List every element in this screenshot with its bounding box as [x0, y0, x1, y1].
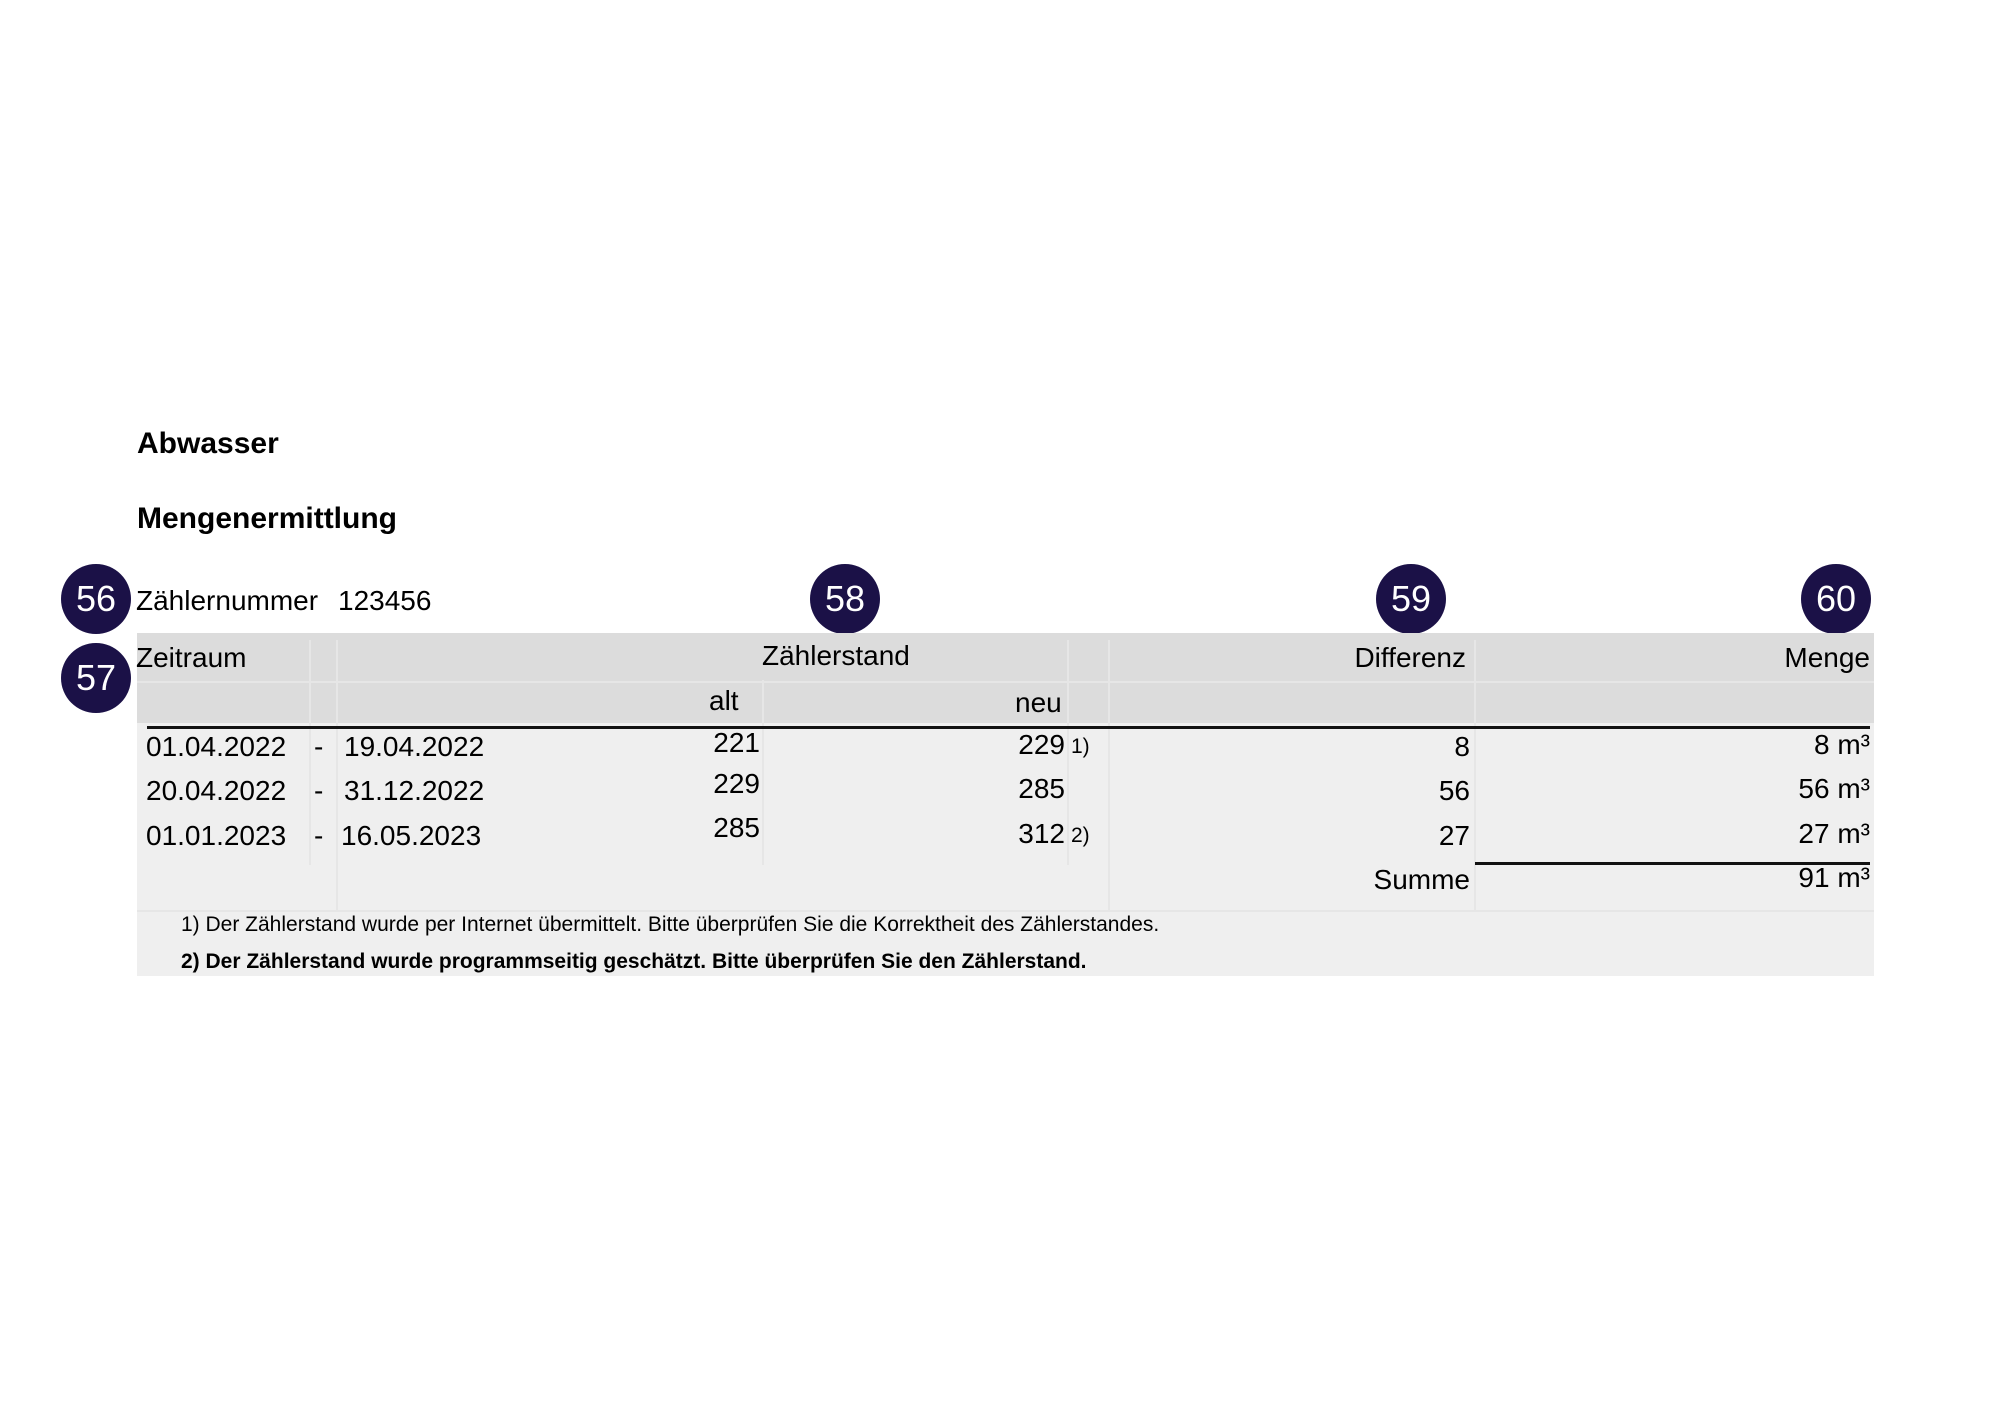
footnote-2: 2) Der Zählerstand wurde programmseitig geschätzt. Bitte überprüfen Sie den Zählerstand. [181, 950, 1087, 973]
row-date-from: 01.01.2023 [146, 820, 287, 851]
meter-number-value: 123456 [338, 585, 432, 616]
row-difference: 56 [1438, 775, 1470, 806]
callout-badge-60: 60 [1801, 564, 1871, 634]
section-title: Abwasser [137, 427, 279, 460]
row-quantity: 27 m³ [1798, 818, 1870, 849]
row-reading-new: 312 [1018, 818, 1065, 849]
row-reading-old: 285 [713, 812, 760, 843]
column-divider [309, 640, 311, 865]
row-date-to: 31.12.2022 [344, 775, 485, 806]
header-alt: alt [709, 685, 739, 716]
callout-badge-59: 59 [1376, 564, 1446, 634]
sum-value: 91 m³ [1798, 862, 1870, 893]
row-difference: 8 [1454, 731, 1470, 762]
row-reading-old: 221 [713, 727, 760, 758]
row-difference: 27 [1438, 820, 1470, 851]
header-menge: Menge [1784, 642, 1870, 673]
header-zaehlerstand: Zählerstand [762, 640, 910, 671]
row-date-to: 19.04.2022 [344, 731, 485, 762]
column-divider [762, 680, 764, 865]
row-footnote-marker: 1) [1071, 735, 1090, 758]
callout-badge-58: 58 [810, 564, 880, 634]
row-date-from: 01.04.2022 [146, 731, 287, 762]
row-footnote-marker: 2) [1071, 824, 1090, 847]
sum-label: Summe [1373, 864, 1470, 895]
column-divider [1067, 640, 1069, 865]
row-date-to: 16.05.2023 [341, 820, 482, 851]
callout-badge-57: 57 [61, 643, 131, 713]
header-zeitraum: Zeitraum [136, 642, 247, 673]
row-quantity: 56 m³ [1798, 773, 1870, 804]
row-reading-new: 285 [1018, 773, 1065, 804]
header-neu: neu [1015, 687, 1062, 718]
subsection-title: Mengenermittlung [137, 502, 397, 535]
row-date-separator: - [314, 775, 324, 806]
meter-number-label: Zählernummer [136, 585, 319, 616]
header-differenz: Differenz [1354, 642, 1466, 673]
footnote-1: 1) Der Zählerstand wurde per Internet übermittelt. Bitte überprüfen Sie die Korrektheit des Zählerstandes. [181, 913, 1160, 936]
row-date-separator: - [314, 820, 324, 851]
row-reading-old: 229 [713, 768, 760, 799]
row-date-separator: - [314, 731, 324, 762]
row-divider [137, 681, 1874, 683]
row-reading-new: 229 [1018, 729, 1065, 760]
row-date-from: 20.04.2022 [146, 775, 287, 806]
callout-badge-56: 56 [61, 564, 131, 634]
row-quantity: 8 m³ [1814, 729, 1870, 760]
